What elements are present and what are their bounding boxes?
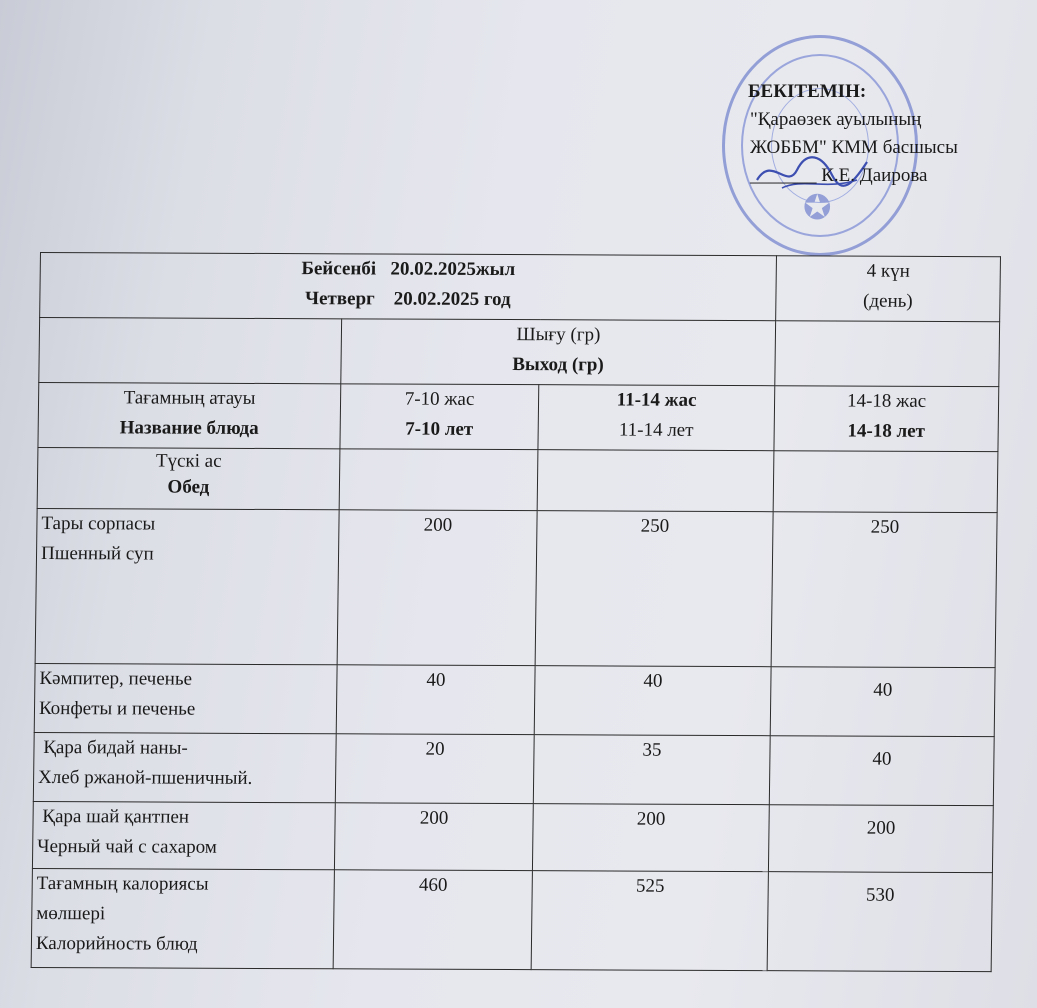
day-number-ru: (день): [862, 290, 913, 312]
table-row: [35, 508, 997, 667]
dish-name-ru: Черный чай с сахаром: [37, 835, 218, 858]
table-row: [37, 447, 998, 512]
emblem-icon: ✪: [803, 190, 832, 227]
portion-14-18: 200: [768, 805, 993, 873]
calories-label-kz-1: Тағамның калориясы: [36, 872, 209, 895]
day-kz: Бейсенбі: [301, 258, 377, 280]
dish-name-kz: Тары сорпасы: [41, 513, 156, 535]
approval-title: БЕКІТЕМІН:: [748, 81, 867, 102]
portion-11-14: 200: [532, 804, 769, 872]
approval-block: [748, 78, 1008, 190]
menu-table: [31, 252, 1001, 972]
calories-11-14: 525: [531, 871, 768, 971]
approval-signer: _______ К.Е. Даирова: [750, 165, 928, 186]
calories-label-kz-2: мөлшері: [36, 902, 106, 925]
dish-name-cell: [33, 732, 336, 802]
dish-name-cell: [34, 663, 337, 733]
dish-name-kz: Қара бидай наны-: [38, 736, 188, 759]
empty-cell: [339, 449, 538, 511]
table-row: [31, 868, 992, 971]
portion-14-18: 40: [769, 736, 994, 806]
age-14-18-ru: 14-18 лет: [847, 420, 926, 442]
meal-kz: Түскі ас: [155, 450, 222, 472]
portion-14-18: 250: [771, 512, 997, 668]
day-ru: Четверг: [304, 288, 375, 310]
calories-14-18: 530: [767, 872, 992, 972]
empty-cell: [537, 450, 774, 512]
portion-7-10: 200: [337, 510, 537, 666]
dish-header-kz: Тағамның атауы: [123, 387, 256, 409]
portion-11-14: 35: [533, 735, 770, 805]
calories-7-10: 460: [333, 870, 532, 970]
portion-7-10: 40: [336, 665, 535, 735]
approval-line-2: ЖОББМ" КММ басшысы: [750, 137, 958, 158]
age-7-10-ru: 7-10 лет: [405, 418, 474, 440]
calories-label-cell: [31, 868, 334, 968]
dish-header-cell: [38, 382, 341, 448]
table-row: [39, 317, 1000, 386]
empty-cell: [775, 321, 1000, 387]
dish-name-ru: Хлеб ржаной-пшеничный.: [37, 766, 253, 789]
portion-14-18: 40: [770, 667, 995, 737]
age-11-14-header: [538, 385, 775, 451]
empty-cell: [773, 451, 998, 513]
dish-name-cell: [32, 801, 335, 869]
table-row: [32, 801, 993, 872]
portion-11-14: 40: [534, 666, 771, 736]
portion-11-14: 250: [535, 511, 773, 667]
day-number-kz: 4 күн: [866, 260, 911, 282]
date-kz: 20.02.2025жыл: [390, 258, 516, 281]
portion-7-10: 20: [335, 734, 534, 804]
meal-cell: [37, 447, 340, 509]
age-14-18-header: [774, 386, 999, 452]
dish-name-ru: Конфеты и печенье: [38, 698, 196, 720]
table-row: [33, 732, 994, 805]
dish-name-kz: Кәмпитер, печенье: [39, 668, 193, 690]
dish-header-ru: Название блюда: [119, 417, 259, 439]
table-row: [40, 253, 1001, 322]
approval-line-1: "Қараөзек ауылының: [750, 109, 922, 130]
age-7-10-kz: 7-10 жас: [404, 388, 475, 410]
calories-label-ru: Калорийность блюд: [35, 932, 198, 955]
table-row: [38, 382, 999, 451]
dish-name-kz: Қара шай қантпен: [37, 805, 190, 828]
date-cell: [40, 253, 777, 321]
portion-7-10: 200: [334, 803, 533, 871]
age-11-14-kz: 11-14 жас: [616, 389, 697, 411]
dish-name-ru: Пшенный суп: [40, 543, 154, 565]
output-cell: [341, 319, 776, 386]
age-11-14-ru: 11-14 лет: [618, 419, 694, 441]
empty-cell: [39, 317, 342, 383]
dish-name-cell: [35, 508, 339, 664]
output-label-kz: Шығу (гр): [516, 324, 601, 346]
date-ru: 20.02.2025 год: [393, 288, 511, 311]
output-label-ru: Выход (гр): [512, 354, 604, 376]
day-number-cell: [776, 256, 1001, 322]
meal-ru: Обед: [167, 476, 210, 498]
table-row: [34, 663, 995, 736]
age-14-18-kz: 14-18 жас: [846, 390, 927, 412]
age-7-10-header: [340, 384, 539, 450]
